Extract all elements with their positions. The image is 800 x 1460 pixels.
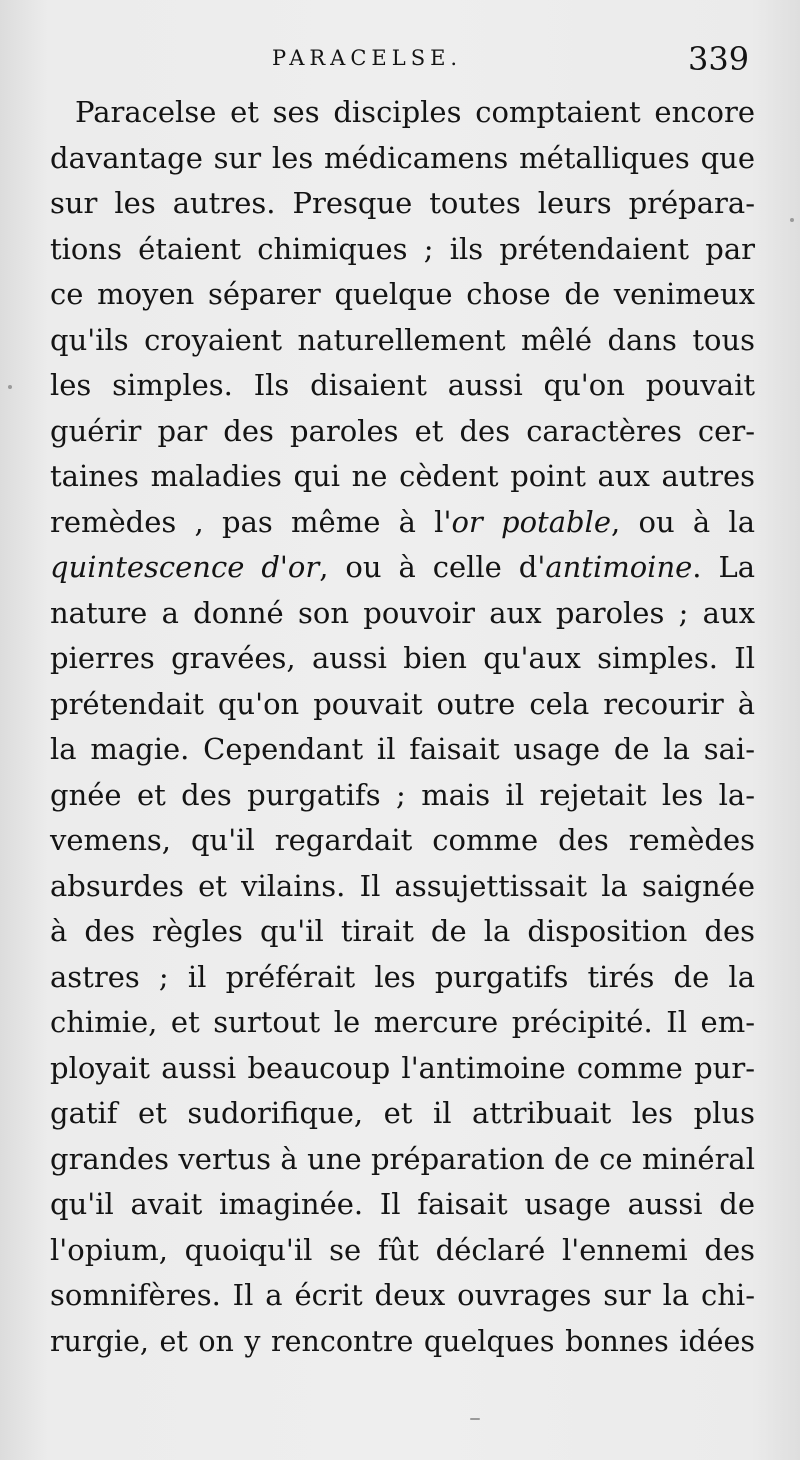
running-head: PARACELSE. xyxy=(272,46,463,70)
text-line xyxy=(50,227,755,273)
text-segment: ployait aussi beaucoup l'antimoine comme pur- xyxy=(50,1050,755,1085)
text-segment: prétendait qu'on pouvait outre cela recourir à xyxy=(50,686,755,721)
text-segment: gatif et sudorifique, et il attribuait les plus xyxy=(50,1096,755,1130)
text-segment: pierres gravées, aussi bien qu'aux simples. Il xyxy=(50,641,755,675)
text-segment: à des règles qu'il tirait de la disposition des xyxy=(50,914,755,948)
paper-speck xyxy=(8,385,12,389)
text-line xyxy=(50,363,755,409)
text-segment: les simples. Ils disaient aussi qu'on pouvait xyxy=(50,368,755,402)
text-segment: chimie, et surtout le mercure précipité. Il em- xyxy=(50,1005,755,1039)
text-line xyxy=(50,727,755,773)
text-line xyxy=(50,90,755,136)
italic-text: antimoine xyxy=(545,550,693,584)
text-segment: astres ; il préférait les purgatifs tirés de la xyxy=(50,959,755,994)
text-segment: Paracelse et ses disciples comptaient encore xyxy=(75,95,755,129)
text-line xyxy=(50,591,755,637)
paper-mark xyxy=(470,1418,480,1420)
text-segment: vemens, qu'il regardait comme des remèdes xyxy=(50,823,755,857)
text-segment: l'opium, quoiqu'il se fût déclaré l'ennemi des xyxy=(50,1232,755,1267)
page-number: 339 xyxy=(688,40,750,78)
text-line xyxy=(50,909,755,955)
text-segment: qu'ils croyaient naturellement mêlé dans tous xyxy=(50,322,755,357)
text-line xyxy=(50,1273,755,1319)
text-line xyxy=(50,409,755,455)
text-segment: sur les autres. Presque toutes leurs prépara- xyxy=(50,186,755,220)
text-line xyxy=(50,1137,755,1183)
text-segment: grandes vertus à une préparation de ce minéral xyxy=(50,1141,755,1176)
text-segment: . La xyxy=(692,550,756,584)
text-line xyxy=(50,1046,755,1092)
text-segment: nature a donné son pouvoir aux paroles ; aux xyxy=(50,595,755,630)
text-segment: la magie. Cependant il faisait usage de la sai- xyxy=(50,732,755,766)
text-line xyxy=(50,181,755,227)
text-segment: guérir par des paroles et des caractères cer- xyxy=(50,413,755,448)
text-line xyxy=(50,1182,755,1228)
italic-text: quintescence d'or xyxy=(50,550,320,584)
page-header xyxy=(0,40,800,80)
text-line xyxy=(50,1228,755,1274)
text-line xyxy=(50,272,755,318)
text-segment: tions étaient chimiques ; ils prétendaient par xyxy=(50,231,755,266)
text-line xyxy=(50,318,755,364)
text-line xyxy=(50,1319,755,1365)
text-line xyxy=(50,1091,755,1137)
text-line xyxy=(50,818,755,864)
text-segment: taines maladies qui ne cèdent point aux autres xyxy=(50,459,755,493)
text-line xyxy=(50,454,755,500)
text-segment: davantage sur les médicamens métalliques que xyxy=(50,140,755,175)
text-line xyxy=(50,545,755,591)
text-segment: absurdes et vilains. Il assujettissait la saignée xyxy=(50,868,755,903)
text-line xyxy=(50,682,755,728)
text-line xyxy=(50,773,755,819)
italic-text: or potable xyxy=(451,504,611,539)
text-segment: somnifères. Il a écrit deux ouvrages sur la chi- xyxy=(50,1278,755,1312)
text-line xyxy=(50,864,755,910)
body-text xyxy=(50,90,755,1364)
text-segment: ce moyen séparer quelque chose de venimeux xyxy=(50,277,755,311)
text-line xyxy=(50,136,755,182)
text-segment: , ou à celle d' xyxy=(319,550,546,584)
text-line xyxy=(50,955,755,1001)
text-segment: , ou à la xyxy=(611,504,755,539)
text-line xyxy=(50,636,755,682)
text-segment: remèdes , pas même à l' xyxy=(50,504,452,539)
text-segment: rurgie, et on y rencontre quelques bonnes idées xyxy=(50,1324,755,1358)
text-segment: gnée et des purgatifs ; mais il rejetait les la- xyxy=(50,777,755,812)
paper-speck xyxy=(790,218,794,222)
text-segment: qu'il avait imaginée. Il faisait usage aussi de xyxy=(50,1187,755,1221)
text-line xyxy=(50,500,755,546)
text-line xyxy=(50,1000,755,1046)
